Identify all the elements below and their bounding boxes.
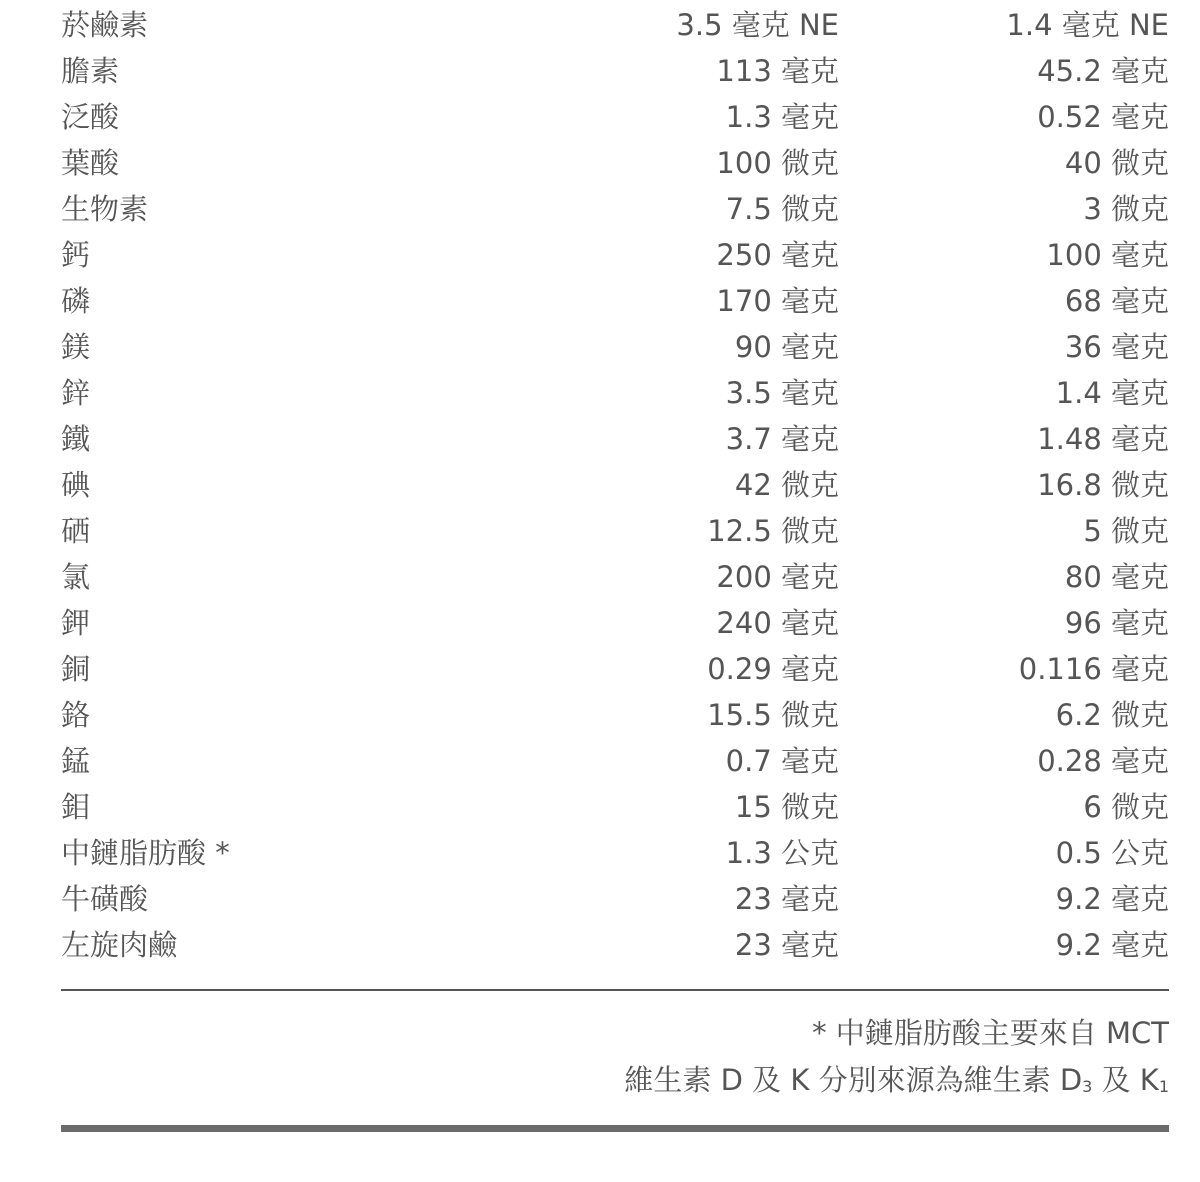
table-row	[61, 48, 1169, 94]
nutrient-name: 銅	[61, 652, 91, 686]
nutrient-value-column-2: 96 毫克	[1064, 606, 1169, 640]
table-row	[61, 600, 1169, 646]
nutrient-value-column-2: 3 微克	[1083, 192, 1169, 226]
nutrient-value-column-1: 113 毫克	[716, 54, 839, 88]
nutrient-name: 中鏈脂肪酸 *	[61, 836, 230, 870]
nutrient-value-column-2: 40 微克	[1064, 146, 1169, 180]
table-row	[61, 646, 1169, 692]
footnote-vitamin-sources	[61, 1057, 1169, 1108]
table-row	[61, 876, 1169, 922]
bottom-divider	[61, 1125, 1169, 1132]
nutrient-value-column-2: 1.48 毫克	[1037, 422, 1169, 456]
table-row	[61, 738, 1169, 784]
nutrient-value-column-1: 3.5 毫克 NE	[676, 8, 839, 42]
nutrient-value-column-2: 0.52 毫克	[1037, 100, 1169, 134]
nutrient-value-column-1: 1.3 毫克	[725, 100, 839, 134]
nutrient-value-column-1: 1.3 公克	[725, 836, 839, 870]
nutrient-value-column-2: 80 毫克	[1064, 560, 1169, 594]
nutrient-value-column-1: 23 毫克	[734, 882, 839, 916]
nutrient-name: 鉻	[61, 698, 91, 732]
nutrient-value-column-2: 6.2 微克	[1055, 698, 1169, 732]
nutrient-value-column-1: 0.7 毫克	[725, 744, 839, 778]
nutrient-value-column-1: 200 毫克	[716, 560, 839, 594]
table-row	[61, 830, 1169, 876]
nutrient-name: 菸鹼素	[61, 8, 149, 42]
footnote-vitamin-subscript-k: 1	[1158, 1077, 1169, 1096]
table-row	[61, 186, 1169, 232]
nutrient-name: 葉酸	[61, 146, 120, 180]
nutrient-value-column-2: 68 毫克	[1064, 284, 1169, 318]
nutrient-name: 左旋肉鹼	[61, 928, 178, 962]
nutrient-value-column-1: 3.7 毫克	[725, 422, 839, 456]
nutrient-value-column-2: 100 毫克	[1046, 238, 1169, 272]
nutrient-value-column-1: 250 毫克	[716, 238, 839, 272]
table-row	[61, 94, 1169, 140]
table-row	[61, 462, 1169, 508]
nutrient-value-column-1: 0.29 毫克	[707, 652, 839, 686]
footnote-vitamin-subscript-d: 3	[1082, 1077, 1093, 1096]
nutrient-value-column-1: 3.5 毫克	[725, 376, 839, 410]
nutrient-name: 泛酸	[61, 100, 120, 134]
nutrient-value-column-1: 240 毫克	[716, 606, 839, 640]
nutrient-value-column-2: 9.2 毫克	[1055, 928, 1169, 962]
table-row	[61, 232, 1169, 278]
table-row	[61, 278, 1169, 324]
footnote-mct: * 中鏈脂肪酸主要來自 MCT	[812, 1016, 1169, 1050]
nutrient-name: 鉬	[61, 790, 91, 824]
nutrient-value-column-1: 15.5 微克	[707, 698, 839, 732]
nutrient-name: 鋅	[61, 376, 91, 410]
nutrient-name: 牛磺酸	[61, 882, 149, 916]
nutrient-value-column-1: 15 微克	[734, 790, 839, 824]
nutrient-name: 碘	[61, 468, 91, 502]
table-row	[61, 784, 1169, 830]
nutrient-name: 磷	[61, 284, 91, 318]
nutrient-value-column-1: 42 微克	[734, 468, 839, 502]
nutrient-value-column-1: 170 毫克	[716, 284, 839, 318]
nutrient-value-column-2: 5 微克	[1083, 514, 1169, 548]
table-row	[61, 140, 1169, 186]
footnotes	[61, 1010, 1169, 1108]
table-divider	[61, 989, 1169, 991]
nutrient-value-column-2: 6 微克	[1083, 790, 1169, 824]
nutrient-value-column-2: 16.8 微克	[1037, 468, 1169, 502]
table-row	[61, 416, 1169, 462]
table-row	[61, 370, 1169, 416]
nutrient-value-column-1: 12.5 微克	[707, 514, 839, 548]
table-row	[61, 922, 1169, 968]
nutrient-name: 生物素	[61, 192, 149, 226]
nutrient-value-column-2: 45.2 毫克	[1037, 54, 1169, 88]
nutrient-name: 鐵	[61, 422, 91, 456]
nutrient-value-column-2: 0.5 公克	[1055, 836, 1169, 870]
nutrient-value-column-2: 0.116 毫克	[1018, 652, 1169, 686]
nutrient-value-column-1: 7.5 微克	[725, 192, 839, 226]
nutrient-value-column-2: 1.4 毫克 NE	[1006, 8, 1169, 42]
nutrient-name: 鎂	[61, 330, 91, 364]
nutrient-name: 錳	[61, 744, 91, 778]
nutrient-name: 硒	[61, 514, 91, 548]
nutrient-name: 鈣	[61, 238, 91, 272]
table-row	[61, 324, 1169, 370]
table-row	[61, 2, 1169, 48]
nutrient-value-column-2: 1.4 毫克	[1055, 376, 1169, 410]
table-row	[61, 692, 1169, 738]
nutrient-value-column-1: 100 微克	[716, 146, 839, 180]
nutrient-value-column-2: 9.2 毫克	[1055, 882, 1169, 916]
nutrient-value-column-2: 36 毫克	[1064, 330, 1169, 364]
nutrient-name: 膽素	[61, 54, 120, 88]
nutrition-table	[61, 2, 1169, 968]
footnote-vitamin-middle: 及 K	[1092, 1063, 1159, 1097]
nutrient-value-column-1: 90 毫克	[734, 330, 839, 364]
table-row	[61, 554, 1169, 600]
nutrient-value-column-2: 0.28 毫克	[1037, 744, 1169, 778]
nutrient-name: 氯	[61, 560, 91, 594]
table-row	[61, 508, 1169, 554]
nutrient-name: 鉀	[61, 606, 91, 640]
footnote-vitamin-prefix: 維生素 D 及 K 分別來源為維生素 D	[624, 1063, 1083, 1097]
nutrient-value-column-1: 23 毫克	[734, 928, 839, 962]
